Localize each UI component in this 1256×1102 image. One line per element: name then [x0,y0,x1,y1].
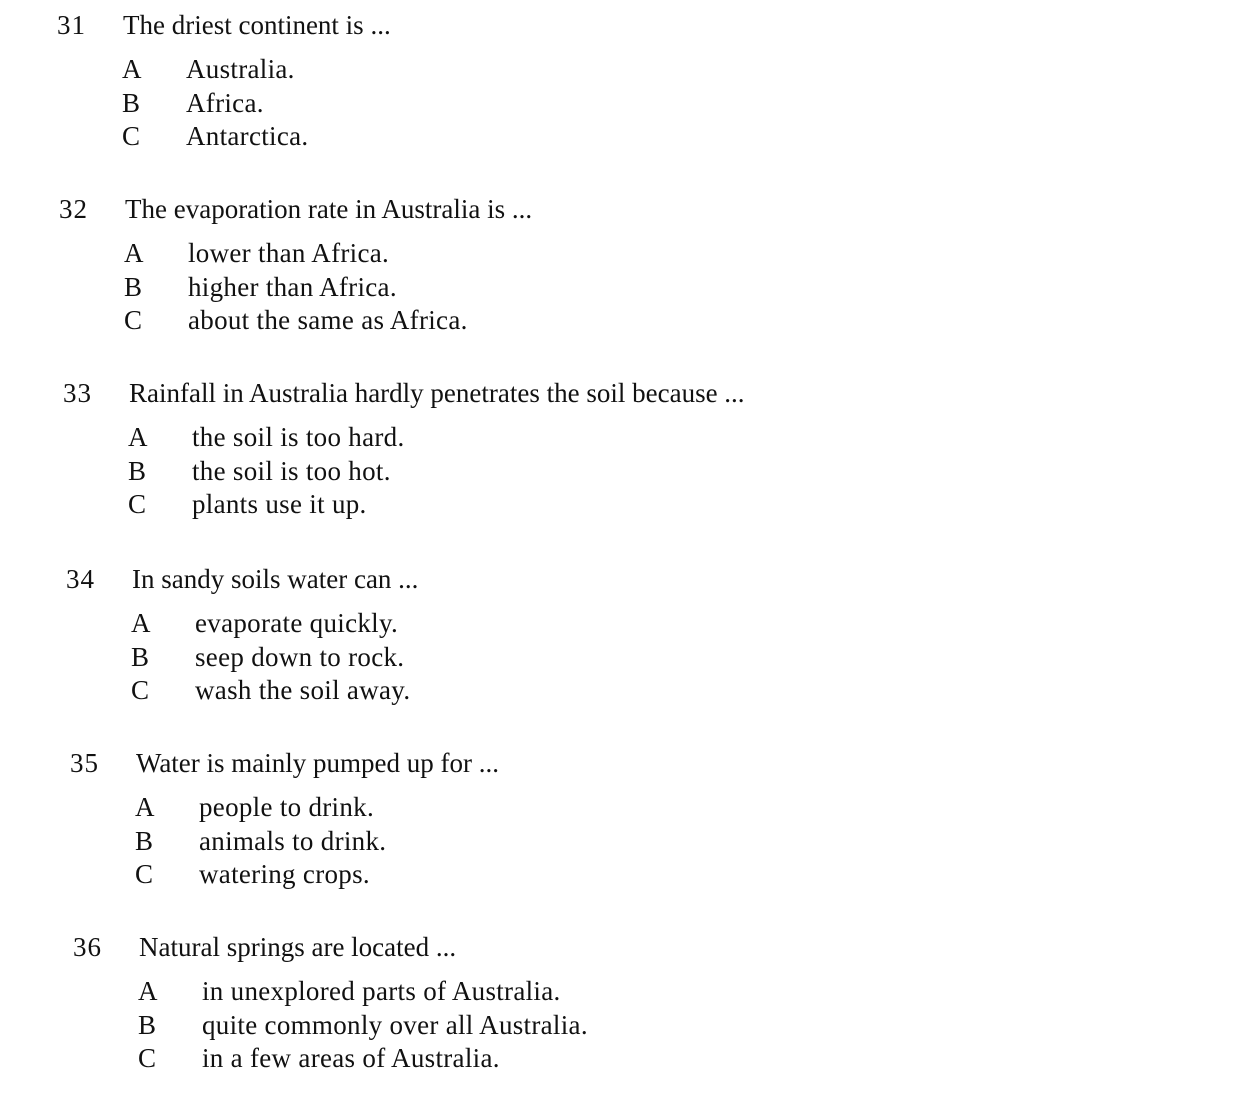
option-a[interactable] [66,607,1066,641]
question-stem [70,743,1170,783]
question-number: 35 [70,748,99,778]
option-text: the soil is too hot. [192,455,391,486]
question-stem [59,189,1159,229]
option-text: evaporate quickly. [195,608,399,638]
option-letter: C [131,675,150,705]
option-letter: B [122,87,141,118]
question-text: In sandy soils water can ... [132,564,419,594]
option-list [70,791,1070,892]
option-letter: A [138,976,158,1006]
option-text: higher than Africa. [188,271,397,302]
option-b[interactable] [66,641,1066,675]
option-letter: B [131,641,150,672]
option-text: lower than Africa. [188,238,390,268]
question-36 [73,927,1173,1073]
option-a[interactable] [59,237,1059,271]
question-35 [70,743,1170,889]
question-text: Rainfall in Australia hardly penetrates the soil because ... [129,378,745,408]
option-letter: C [122,121,141,151]
option-a[interactable] [73,975,1073,1009]
question-34 [66,559,1166,705]
option-list [63,421,1063,522]
question-text: Water is mainly pumped up for ... [136,748,499,778]
question-text: The driest continent is ... [123,10,391,40]
option-letter: A [128,422,148,452]
option-letter: A [124,238,144,268]
option-text: in unexplored parts of Australia. [202,976,561,1006]
option-letter: B [124,271,143,302]
option-c[interactable] [70,858,1070,892]
option-text: Australia. [186,54,295,84]
option-a[interactable] [70,791,1070,825]
option-text: in a few areas of Australia. [202,1043,500,1073]
option-c[interactable] [63,488,1063,522]
option-letter: B [135,825,154,856]
question-number: 34 [66,564,95,594]
option-text: plants use it up. [192,489,367,519]
option-letter: C [138,1043,157,1073]
option-c[interactable] [73,1042,1073,1076]
option-a[interactable] [63,421,1063,455]
option-text: wash the soil away. [195,675,411,705]
option-letter: A [135,792,155,822]
question-text: Natural springs are located ... [139,932,457,962]
option-list [59,237,1059,338]
option-letter: C [135,859,154,889]
question-32 [59,189,1159,335]
option-c[interactable] [59,304,1059,338]
option-b[interactable] [73,1009,1073,1043]
option-list [73,975,1073,1076]
question-stem [63,373,1163,413]
option-text: the soil is too hard. [192,422,405,452]
option-text: seep down to rock. [195,641,405,672]
option-list [66,607,1066,708]
option-letter: B [128,455,147,486]
option-text: about the same as Africa. [188,305,468,335]
option-text: animals to drink. [199,825,387,856]
option-c[interactable] [57,120,1057,154]
option-text: watering crops. [199,859,370,889]
option-list [57,53,1057,154]
option-text: Antarctica. [186,121,309,151]
question-33 [63,373,1163,519]
option-letter: B [138,1009,157,1040]
option-text: quite commonly over all Australia. [202,1009,588,1040]
option-a[interactable] [57,53,1057,87]
question-number: 31 [57,10,86,40]
option-b[interactable] [70,825,1070,859]
option-b[interactable] [59,271,1059,305]
question-stem [57,5,1157,45]
question-text: The evaporation rate in Australia is ... [125,194,533,224]
option-c[interactable] [66,674,1066,708]
question-stem [73,927,1173,967]
option-letter: A [122,54,142,84]
option-letter: A [131,608,151,638]
question-number: 33 [63,378,92,408]
option-text: people to drink. [199,792,375,822]
question-number: 36 [73,932,102,962]
option-letter: C [128,489,147,519]
option-letter: C [124,305,143,335]
option-b[interactable] [57,87,1057,121]
question-stem [66,559,1166,599]
question-number: 32 [59,194,88,224]
question-31 [57,5,1157,151]
option-text: Africa. [186,87,264,118]
option-b[interactable] [63,455,1063,489]
